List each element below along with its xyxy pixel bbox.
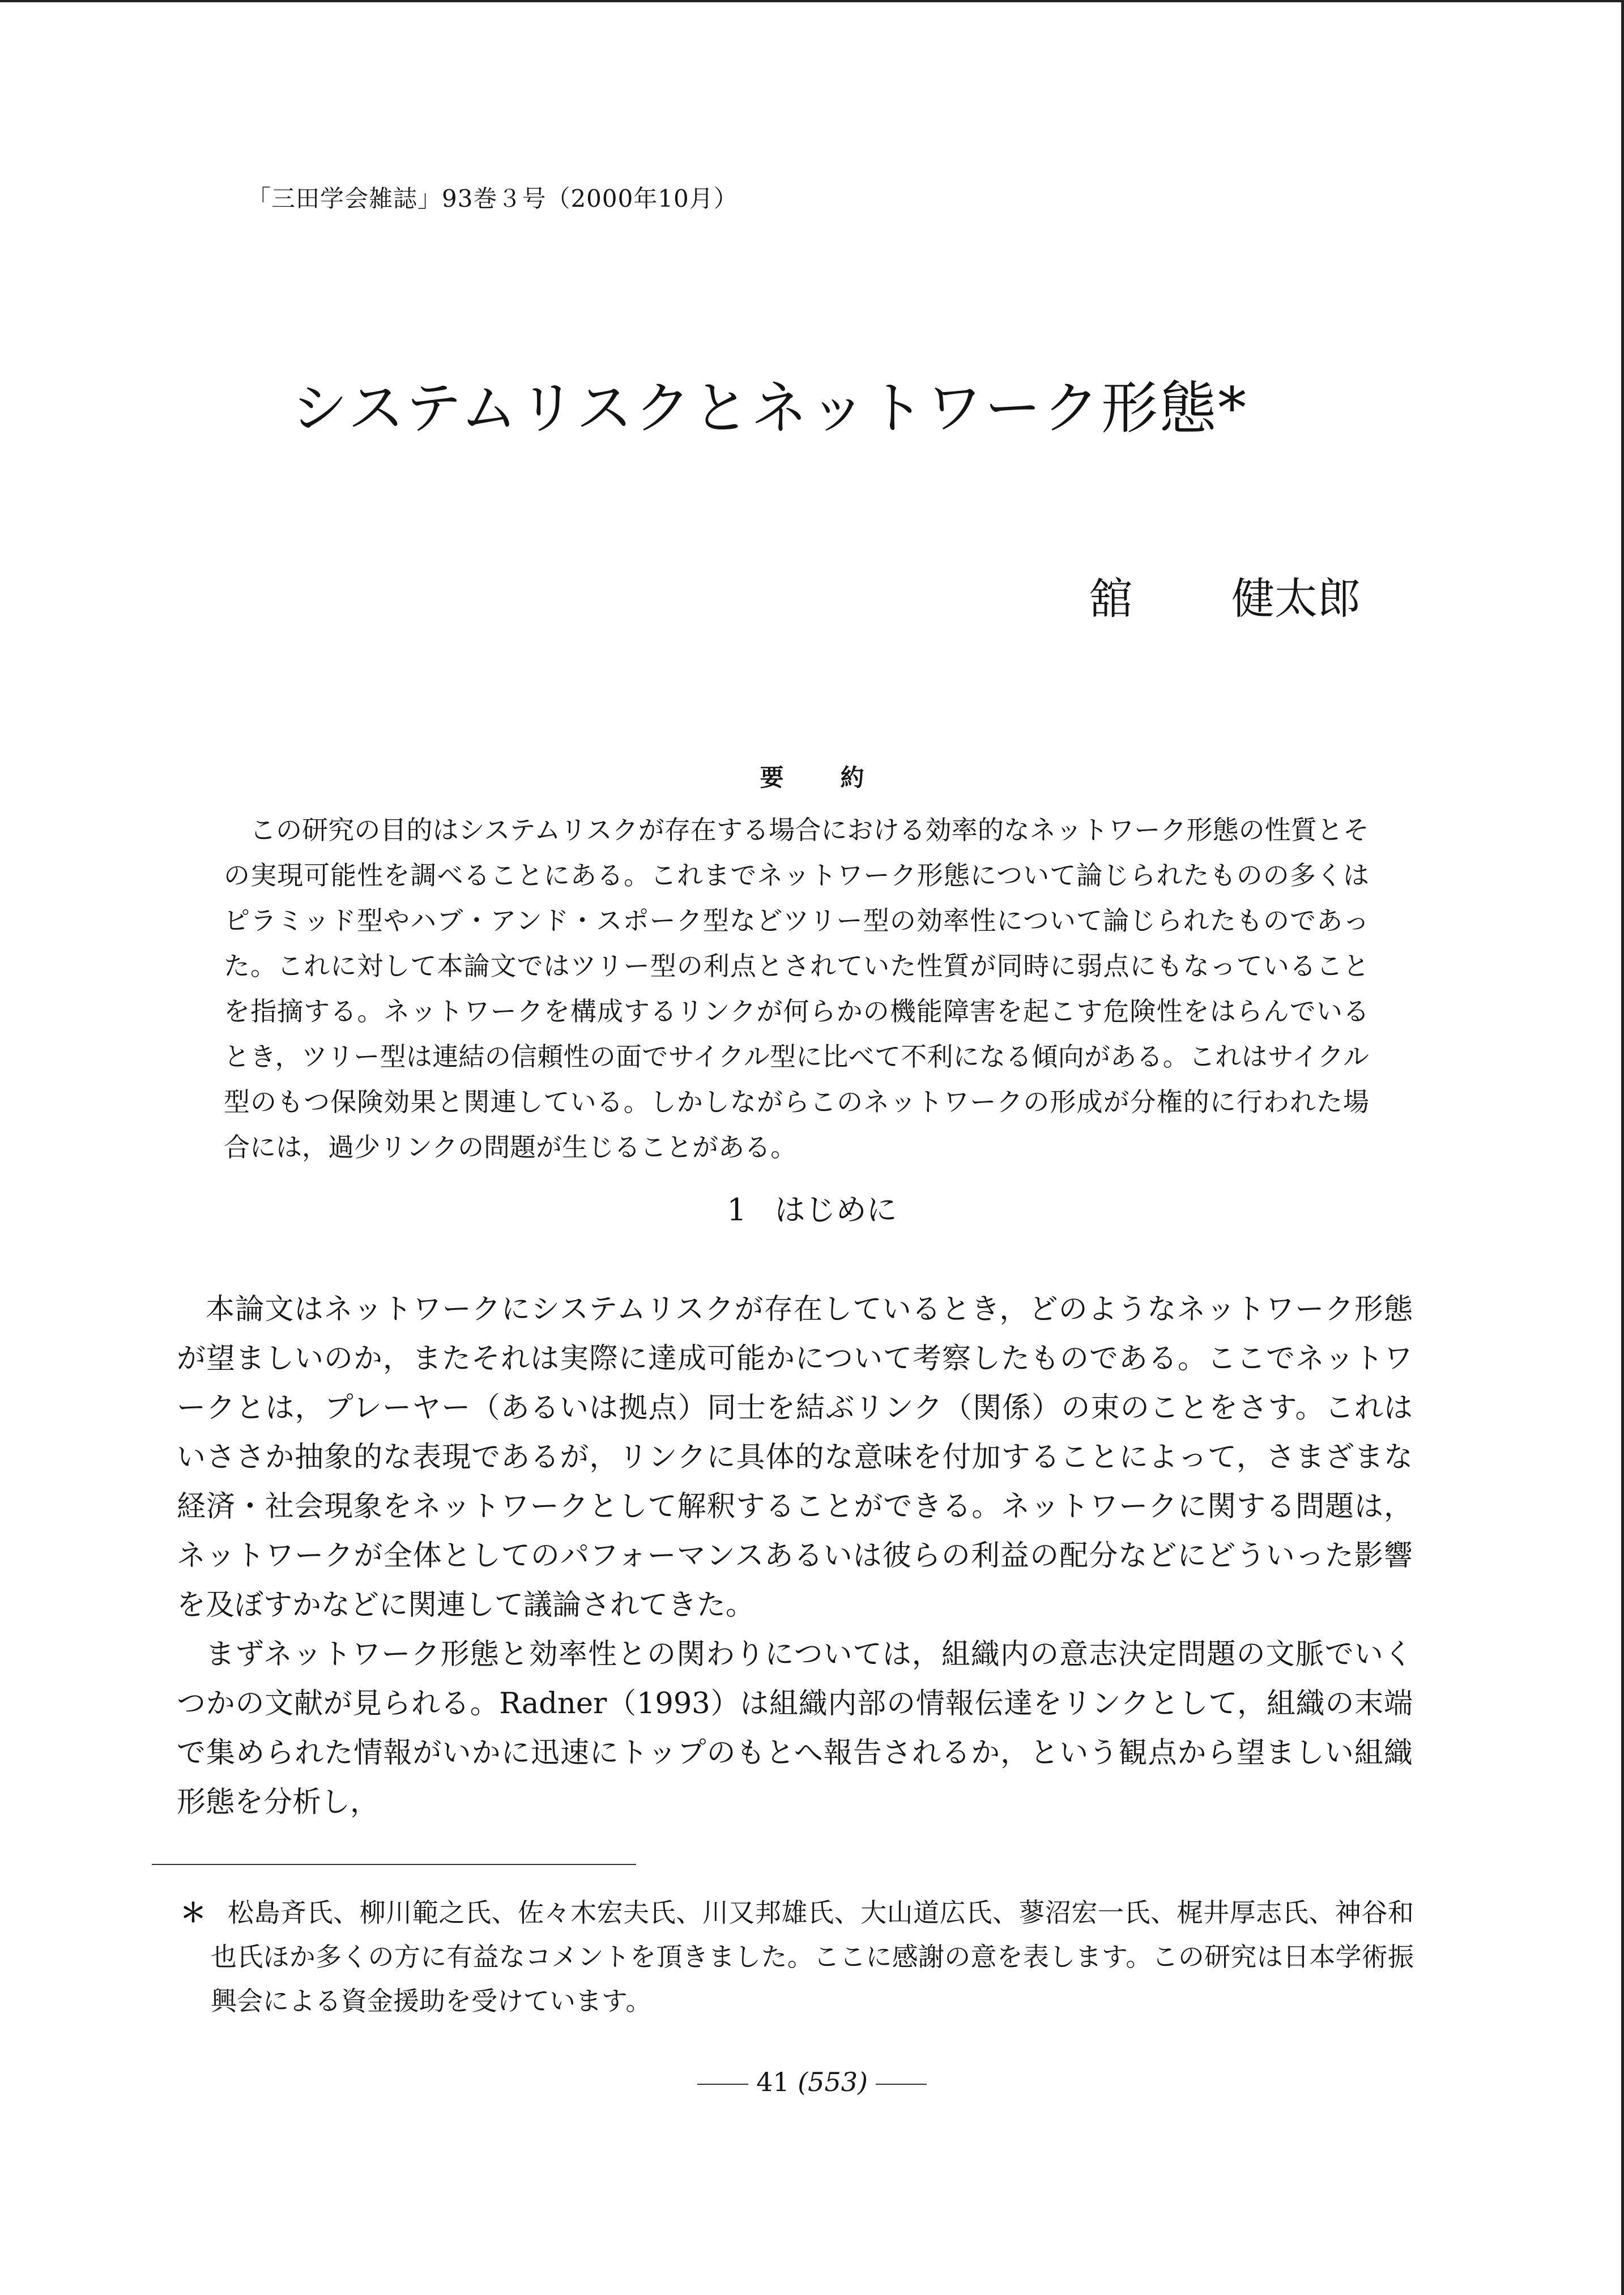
- page-number-dash-left: [697, 2084, 748, 2085]
- page-border-top: [0, 0, 1624, 2]
- author: [1089, 564, 1361, 626]
- paper-title-text: システムリスクとネットワーク形態*: [291, 375, 1248, 441]
- section-heading: [0, 1186, 1624, 1229]
- section-title: はじめに: [774, 1192, 897, 1228]
- section-number: 1: [727, 1192, 747, 1228]
- footnote: [180, 1890, 1414, 2023]
- paper-title: [0, 363, 1624, 444]
- body-paragraph: まずネットワーク形態と効率性との関わりについては，組織内の意志決定問題の文脈でいくつかの文献が見られる。Radner（1993）は組織内部の情報伝達をリンクとして，組織の末端で集められた情報がいかに迅速にトップのもとへ報告されるか，という観点から望ましい組織形態を分析し，: [177, 1638, 1413, 1819]
- footnote-text: 松島斉氏、柳川範之氏、佐々木宏夫氏、川又邦雄氏、大山道広氏、蓼沼宏一氏、梶井厚志氏、神谷和也氏ほか多くの方に有益なコメントを頂きました。ここに感謝の意を表します。この研究は日本学術振興会による資金援助を受けています。: [211, 1897, 1414, 2016]
- page-number-original: (553): [798, 2067, 868, 2097]
- page-number-dash-right: [876, 2084, 927, 2085]
- page-number: [0, 2067, 1624, 2097]
- page-border-right: [1621, 0, 1624, 2295]
- footnote-mark: ＊: [180, 1897, 206, 1928]
- author-given-name: 健太郎: [1231, 573, 1361, 624]
- journal-header: 「三田学会雑誌」93巻３号（2000年10月）: [247, 185, 738, 212]
- body-paragraph: 本論文はネットワークにシステムリスクが存在しているとき，どのようなネットワーク形態が望ましいのか，またそれは実際に達成可能かについて考察したものである。ここでネットワークとは，プレーヤー（あるいは拠点）同士を結ぶリンク（関係）の束のことをさす。これはいささか抽象的な表現であるが，リンクに具体的な意味を付加することによって，さまざまな経済・社会現象をネットワークとして解釈することができる。ネットワークに関する問題は，ネットワークが全体としてのパフォーマンスあるいは彼らの利益の配分などにどういった影響を及ぼすかなどに関連して議論されてきた。: [177, 1293, 1413, 1622]
- footnote-divider: [152, 1864, 636, 1865]
- abstract-heading: 要約: [760, 764, 921, 791]
- author-family-name: 舘: [1089, 573, 1132, 624]
- body-text: [177, 1285, 1413, 1827]
- abstract: [224, 807, 1369, 1170]
- abstract-text: この研究の目的はシステムリスクが存在する場合における効率的なネットワーク形態の性質とその実現可能性を調べることにある。これまでネットワーク形態について論じられたものの多くはピラミッド型やハブ・アンド・スポーク型などツリー型の効率性について論じられたものであった。これに対して本論文ではツリー型の利点とされていた性質が同時に弱点にもなっていることを指摘する。ネットワークを構成するリンクが何らかの機能障害を起こす危険性をはらんでいるとき，ツリー型は連結の信頼性の面でサイクル型に比べて不利になる傾向がある。これはサイクル型のもつ保険効果と関連している。しかしながらこのネットワークの形成が分権的に行われた場合には，過少リンクの問題が生じることがある。: [224, 815, 1369, 1163]
- page-number-value: 41: [756, 2067, 790, 2097]
